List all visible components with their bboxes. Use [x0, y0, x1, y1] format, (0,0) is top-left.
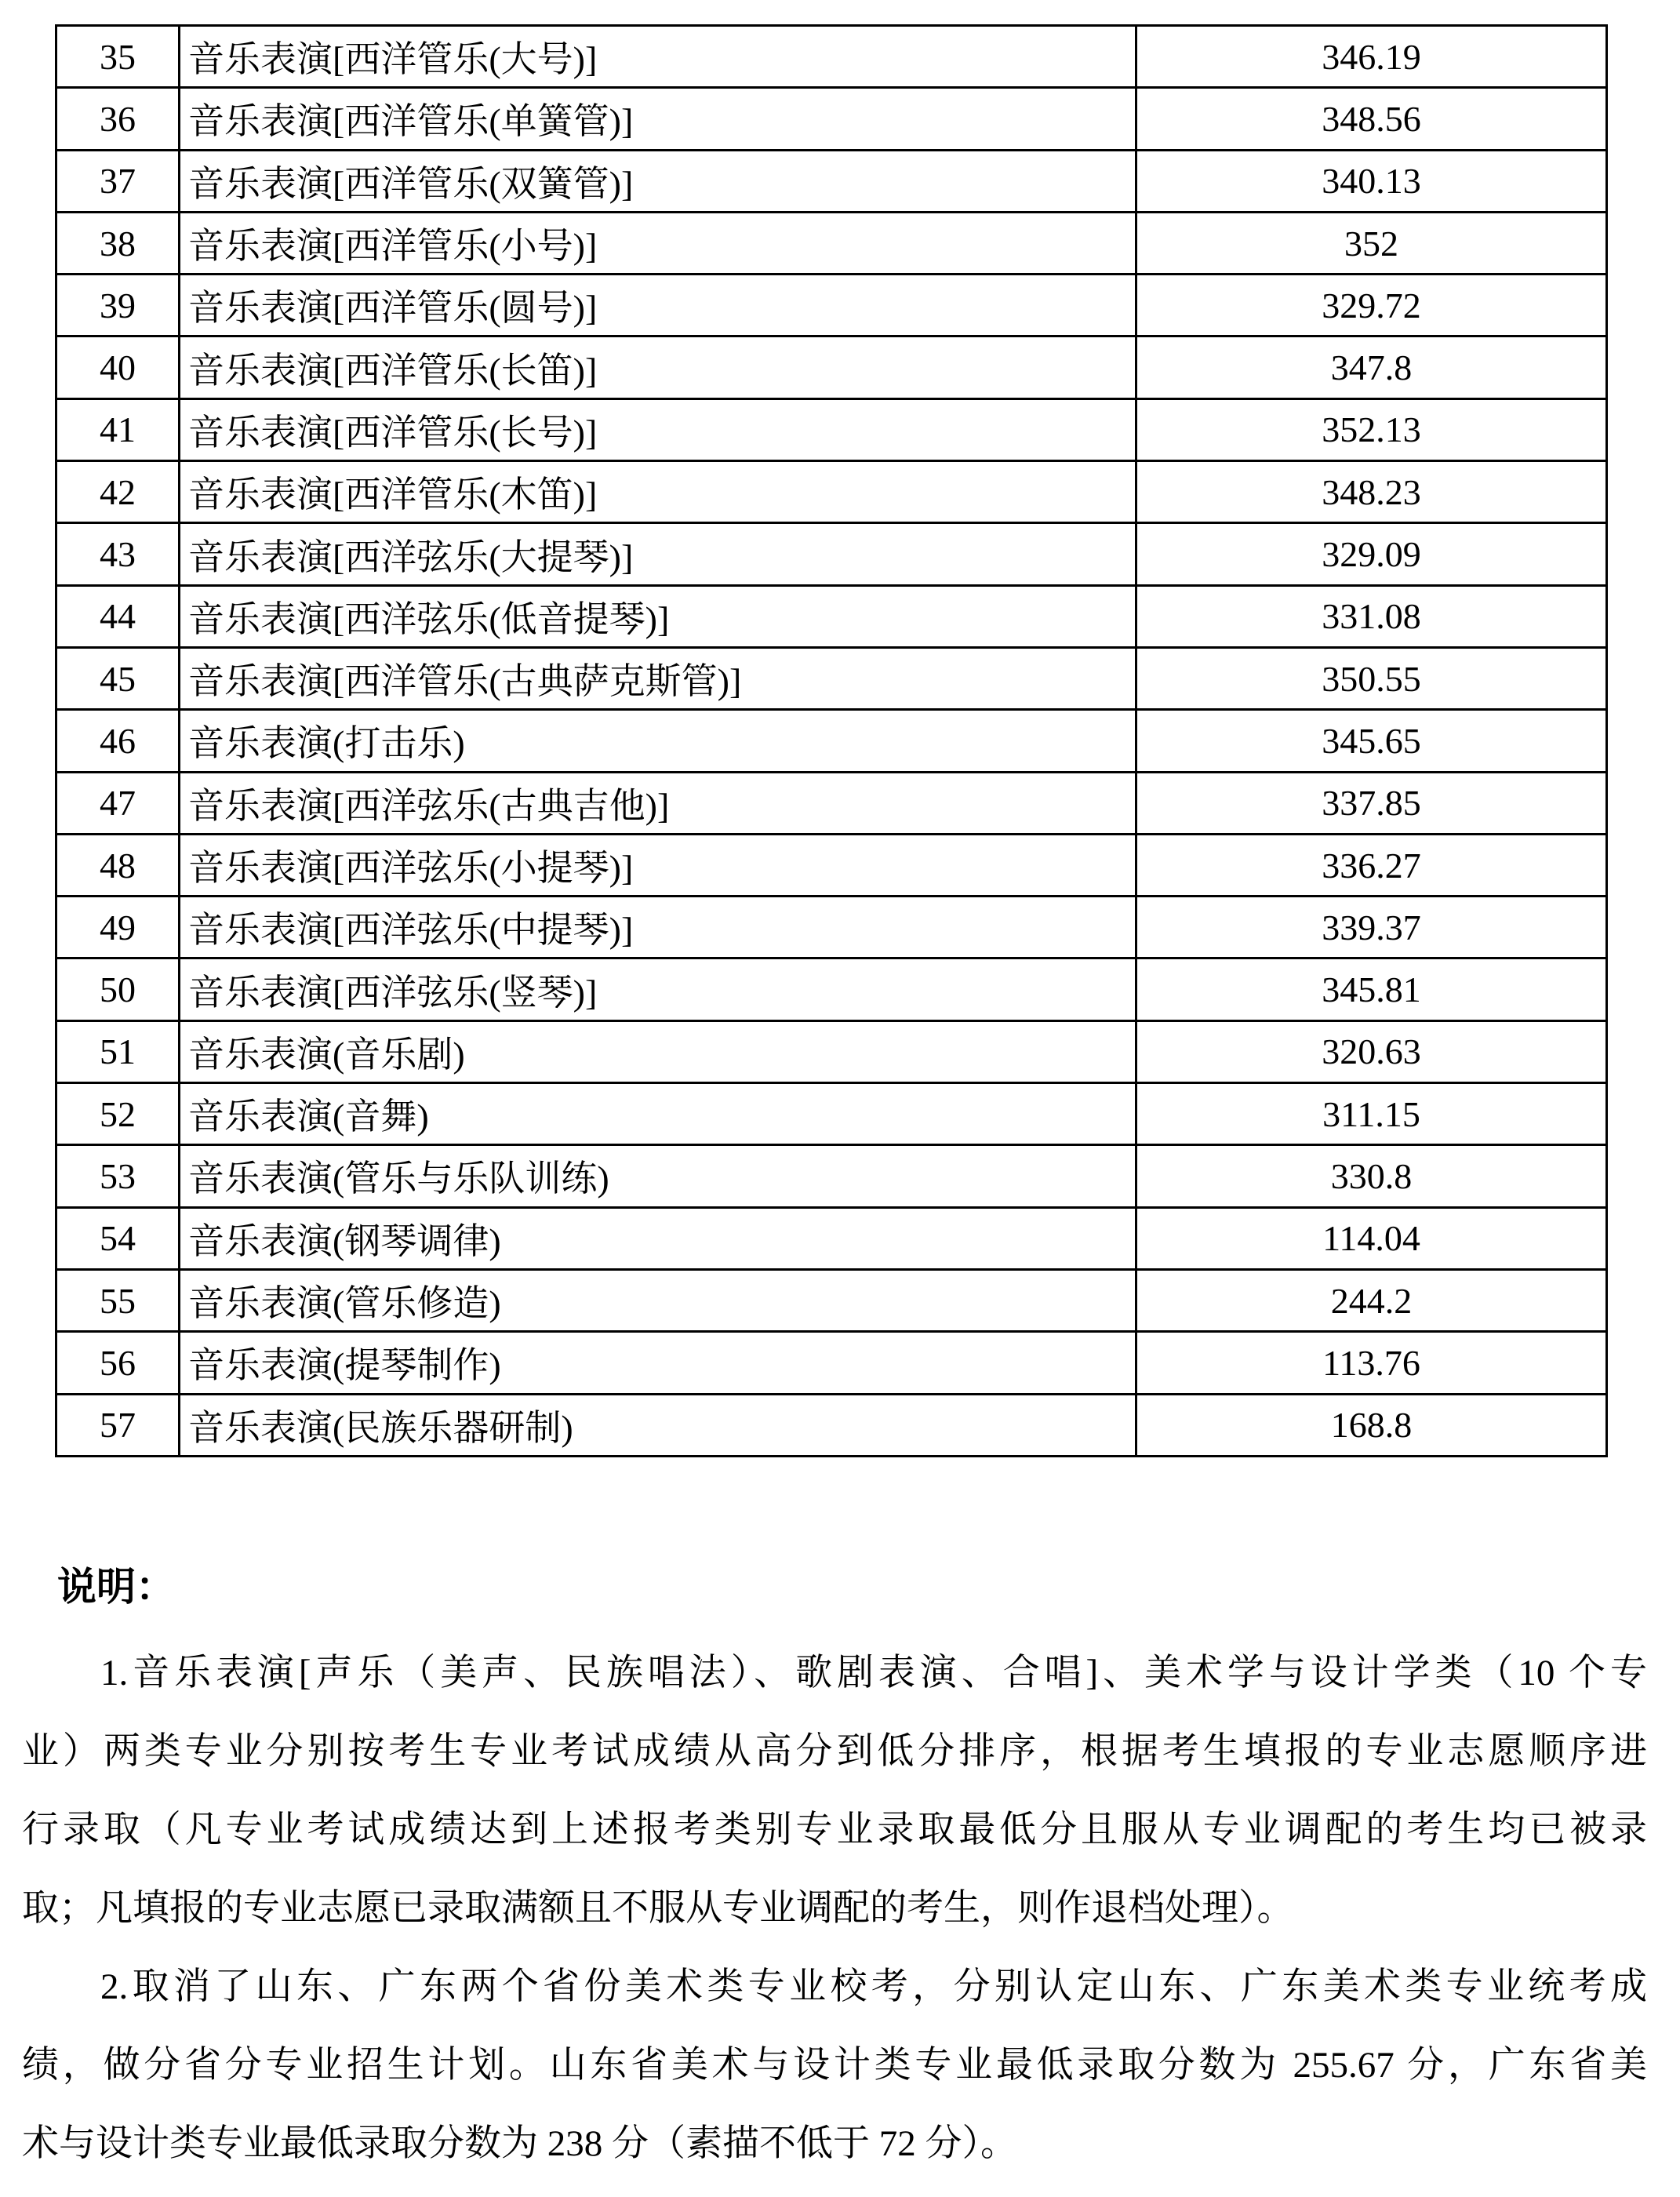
- table-row: [57, 1333, 1605, 1395]
- row-number-cell: 44: [100, 596, 136, 637]
- score-cell: 244.2: [1330, 1280, 1413, 1321]
- score-cell: 352: [1344, 223, 1398, 264]
- row-number-cell: 47: [100, 783, 136, 824]
- major-name-cell: 音乐表演[西洋弦乐(大提琴)]: [178, 524, 1137, 584]
- score-cell: 113.76: [1322, 1342, 1420, 1383]
- row-number-cell: 54: [100, 1218, 136, 1259]
- note-line: 取；凡填报的专业志愿已录取满额且不服从专业调配的考生，则作退档处理）。: [22, 1888, 1294, 1929]
- note-line: 术与设计类专业最低录取分数为 238 分（素描不低于 72 分）。: [22, 2123, 1017, 2164]
- major-name-cell: 音乐表演(音乐剧): [178, 1022, 1137, 1082]
- table-row: [57, 711, 1605, 773]
- score-cell: 311.15: [1322, 1093, 1420, 1134]
- major-name-cell: 音乐表演[西洋管乐(长笛)]: [178, 337, 1137, 397]
- major-name-cell: 音乐表演[西洋弦乐(中提琴)]: [178, 897, 1137, 957]
- row-number-cell: 56: [100, 1342, 136, 1383]
- major-name-cell: 音乐表演(民族乐器研制): [178, 1395, 1137, 1455]
- row-number-cell: 41: [100, 409, 136, 450]
- table-row: [57, 959, 1605, 1021]
- score-table: [55, 24, 1608, 1457]
- row-number-cell: 36: [100, 98, 136, 139]
- row-number-cell: 42: [100, 471, 136, 512]
- row-number-cell: 38: [100, 223, 136, 264]
- table-row: [57, 524, 1605, 586]
- major-name-cell: 音乐表演[西洋弦乐(低音提琴)]: [178, 587, 1137, 646]
- table-row: [57, 835, 1605, 897]
- score-cell: 346.19: [1322, 36, 1421, 77]
- notes-section: [22, 1634, 1647, 2183]
- table-row: [57, 897, 1605, 959]
- row-number-cell: 39: [100, 285, 136, 326]
- row-number-cell: 45: [100, 658, 136, 699]
- score-cell: 352.13: [1322, 409, 1421, 450]
- table-row: [57, 213, 1605, 275]
- table-row: [57, 89, 1605, 151]
- table-row: [57, 337, 1605, 399]
- row-number-cell: 51: [100, 1031, 136, 1072]
- major-name-cell: 音乐表演(钢琴调律): [178, 1209, 1137, 1268]
- major-name-cell: 音乐表演(管乐修造): [178, 1271, 1137, 1330]
- table-row: [57, 275, 1605, 337]
- note-line: 绩，做分省分专业招生计划。山东省美术与设计类专业最低录取分数为 255.67 分，广东省美: [22, 2045, 1647, 2086]
- score-cell: 331.08: [1322, 596, 1421, 637]
- table-row: [57, 1022, 1605, 1084]
- major-name-cell: 音乐表演(打击乐): [178, 711, 1137, 770]
- table-row: [57, 1146, 1605, 1208]
- row-number-cell: 37: [100, 161, 136, 202]
- score-cell: 350.55: [1322, 658, 1421, 699]
- major-name-cell: 音乐表演[西洋管乐(木笛)]: [178, 462, 1137, 522]
- table-row: [57, 1395, 1605, 1455]
- table-row: [57, 649, 1605, 711]
- table-row: [57, 1209, 1605, 1271]
- major-name-cell: 音乐表演[西洋管乐(小号)]: [178, 213, 1137, 273]
- score-cell: 345.81: [1322, 969, 1421, 1010]
- row-number-cell: 49: [100, 907, 136, 948]
- row-number-cell: 48: [100, 845, 136, 886]
- table-row: [57, 151, 1605, 213]
- score-cell: 340.13: [1322, 161, 1421, 202]
- major-name-cell: 音乐表演[西洋管乐(大号)]: [178, 27, 1137, 86]
- row-number-cell: 52: [100, 1093, 136, 1134]
- major-name-cell: 音乐表演(音舞): [178, 1084, 1137, 1144]
- major-name-cell: 音乐表演[西洋管乐(圆号)]: [178, 275, 1137, 335]
- row-number-cell: 43: [100, 534, 136, 575]
- major-name-cell: 音乐表演[西洋管乐(古典萨克斯管)]: [178, 649, 1137, 708]
- score-cell: 114.04: [1322, 1218, 1420, 1259]
- table-row: [57, 1271, 1605, 1333]
- major-name-cell: 音乐表演[西洋弦乐(竖琴)]: [178, 959, 1137, 1019]
- major-name-cell: 音乐表演[西洋管乐(单簧管)]: [178, 89, 1137, 148]
- major-name-cell: 音乐表演[西洋管乐(双簧管)]: [178, 151, 1137, 211]
- score-cell: 347.8: [1330, 347, 1413, 388]
- major-name-cell: 音乐表演[西洋弦乐(古典吉他)]: [178, 773, 1137, 833]
- note-line: 2.取消了山东、广东两个省份美术类专业校考，分别认定山东、广东美术类专业统考成: [100, 1966, 1647, 2007]
- score-cell: 337.85: [1322, 783, 1421, 824]
- score-cell: 348.56: [1322, 98, 1421, 139]
- note-line: 1.音乐表演[声乐（美声、民族唱法）、歌剧表演、合唱]、美术学与设计学类（10 个专: [100, 1653, 1647, 1693]
- score-cell: 329.09: [1322, 534, 1421, 575]
- notes-heading: 说明：: [57, 1565, 175, 1609]
- major-name-cell: 音乐表演[西洋弦乐(小提琴)]: [178, 835, 1137, 895]
- major-name-cell: 音乐表演(提琴制作): [178, 1333, 1137, 1392]
- score-cell: 168.8: [1330, 1405, 1413, 1446]
- note-line: 业）两类专业分别按考生专业考试成绩从高分到低分排序，根据考生填报的专业志愿顺序进: [22, 1731, 1647, 1772]
- score-cell: 320.63: [1322, 1031, 1421, 1072]
- row-number-cell: 55: [100, 1280, 136, 1321]
- row-number-cell: 35: [100, 36, 136, 77]
- row-number-cell: 46: [100, 720, 136, 761]
- row-number-cell: 53: [100, 1155, 136, 1196]
- table-row: [57, 27, 1605, 89]
- major-name-cell: 音乐表演(管乐与乐队训练): [178, 1146, 1137, 1206]
- score-cell: 336.27: [1322, 845, 1421, 886]
- note-line: 行录取（凡专业考试成绩达到上述报考类别专业录取最低分且服从专业调配的考生均已被录: [22, 1810, 1647, 1850]
- score-cell: 345.65: [1322, 720, 1421, 761]
- row-number-cell: 50: [100, 969, 136, 1010]
- table-row: [57, 462, 1605, 524]
- major-name-cell: 音乐表演[西洋管乐(长号)]: [178, 400, 1137, 460]
- score-cell: 339.37: [1322, 907, 1421, 948]
- score-cell: 330.8: [1330, 1155, 1413, 1196]
- row-number-cell: 40: [100, 347, 136, 388]
- table-row: [57, 587, 1605, 649]
- score-cell: 348.23: [1322, 471, 1421, 512]
- row-number-cell: 57: [100, 1405, 136, 1446]
- table-row: [57, 400, 1605, 462]
- table-row: [57, 773, 1605, 835]
- table-row: [57, 1084, 1605, 1146]
- score-cell: 329.72: [1322, 285, 1421, 326]
